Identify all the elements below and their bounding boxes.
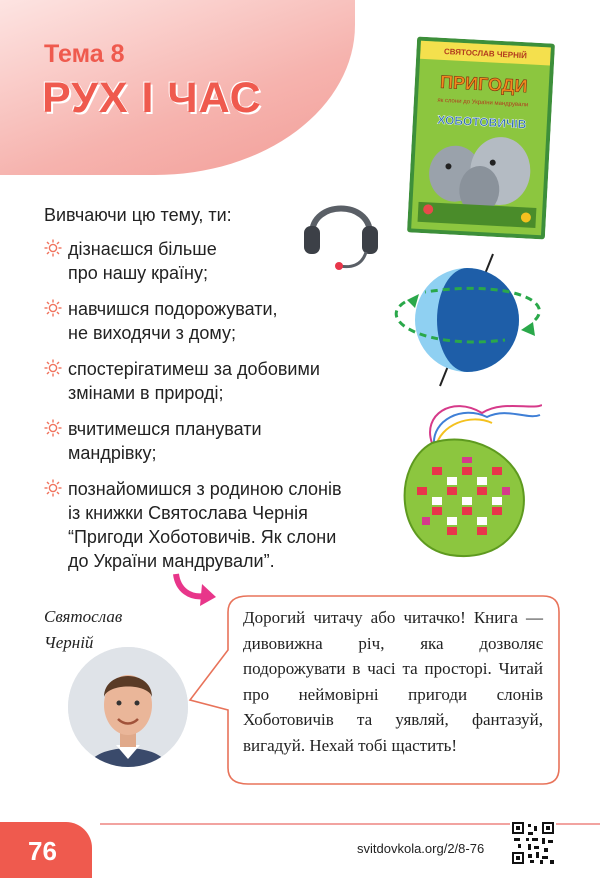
book-title-line2: ХОБОТОВИЧІВ	[436, 112, 527, 132]
list-item	[44, 477, 374, 573]
learning-goals-list	[44, 237, 374, 585]
sun-bullet-icon	[44, 419, 62, 437]
list-item-text: дізнаєшся більше про нашу країну;	[68, 239, 217, 283]
book-subtitle: як слони до України мандрували	[437, 97, 529, 109]
list-item	[44, 417, 374, 465]
page-number: 76	[28, 836, 57, 866]
book-author: СВЯТОСЛАВ ЧЕРНІЙ	[443, 46, 528, 61]
author-name: Святослав Черній	[44, 607, 123, 652]
book-cover-image	[407, 37, 555, 240]
list-item	[44, 357, 374, 405]
sun-bullet-icon	[44, 479, 62, 497]
author-photo	[68, 647, 188, 767]
headset-icon	[300, 186, 382, 272]
sun-bullet-icon	[44, 359, 62, 377]
list-item-text: познайомишся з родиною слонів із книжки Святослава Чернія “Пригоди Хоботовичів. Як слони до України мандрували”.	[68, 479, 342, 571]
woven-toy-icon	[392, 395, 542, 565]
qr-code-icon[interactable]	[510, 820, 556, 866]
author-message: Дорогий читачу або читачко! Книга — дивовижна річ, яка дозволяє подорожувати в часі та просторі. Читай про неймовірні пригоди слонів Хоботовичів та уявляй, фантазуй, вигадуй. Нехай тобі щастить!	[243, 608, 543, 755]
topic-title: РУХ І ЧАС	[42, 74, 262, 122]
sun-bullet-icon	[44, 239, 62, 257]
globe-icon	[385, 250, 550, 390]
list-item-text: навчишся подорожувати, не виходячи з дому;	[68, 299, 278, 343]
topic-label: Тема 8	[44, 40, 125, 68]
sun-bullet-icon	[44, 299, 62, 317]
book-title-line1: ПРИГОДИ	[439, 71, 528, 97]
list-item	[44, 297, 374, 345]
resource-link[interactable]: svitdovkola.org/2/8-76	[357, 841, 485, 856]
intro-text: Вивчаючи цю тему, ти:	[44, 205, 232, 225]
list-item-text: вчитимешся планувати мандрівку;	[68, 419, 262, 463]
list-item-text: спостерігатимеш за добовими змінами в природі;	[68, 359, 320, 403]
